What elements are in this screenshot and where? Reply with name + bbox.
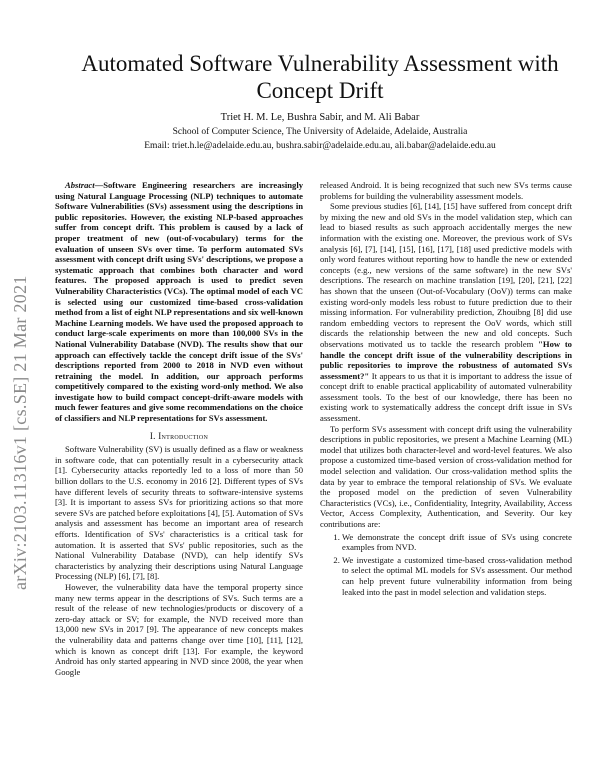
research-question-followup: It appears to us that it is important to address the issue of concept drift to enable practical applicability of automated vulnerability assessment tools. To the best of our knowledge, there has been no existing work to systematically address the concept drift issue in SVs assessment.	[320, 370, 572, 424]
intro-paragraph-3: released Android. It is being recognized that such new SVs terms cause problems for building the vulnerability assessment models.	[320, 180, 572, 201]
abstract	[55, 180, 303, 424]
arxiv-identifier-text: arXiv:2103.11316v1 [cs.SE] 21 Mar 2021	[10, 275, 30, 590]
left-column	[55, 180, 303, 677]
right-column	[320, 180, 572, 599]
intro-paragraph-4	[320, 201, 572, 423]
intro-paragraph-5: To perform SVs assessment with concept drift using the vulnerability descriptions in public repositories, we present a Machine Learning (ML) model that utilizes both character-level and word-level features. We also propose a customized time-based version of cross-validation method for model selection and validation. Our cross-validation method splits the data by year to embrace the temporal relationship of SVs. We evaluate the proposed model on the prediction of seven Vulnerability Characteristics (VCs), i.e., Confidentiality, Integrity, Availability, Access Vector, Access Complexity, Authentication, and Severity. Our key contributions are:	[320, 423, 572, 529]
arxiv-identifier	[2, 160, 36, 600]
section-heading-introduction: I. Introduction	[149, 430, 209, 441]
abstract-text: —Software Engineering researchers are increasingly using Natural Language Processing (NLP) techniques to automate Software Vulnerabilities (SVs) assessment using the descriptions in public repositories. However, the existing NLP-based approaches suffer from concept drift. This problem is caused by a lack of proper treatment of new (out-of-vocabulary) terms for the evaluation of unseen SVs over time. To perform automated SVs assessment with concept drift using SVs' descriptions, we propose a systematic approach that combines both character and word features. The proposed approach is used to predict seven Vulnerability Characteristics (VCs). The optimal model of each VC is selected using our customized time-based cross-validation method from a list of eight NLP representations and six well-known Machine Learning models. We have used the proposed approach to conduct large-scale experiments on more than 100,000 SVs in the National Vulnerability Database (NVD). The results show that our approach can effectively tackle the concept drift issue of the SVs' descriptions reported from 2000 to 2018 in NVD even without retraining the model. In addition, our approach performs competitively compared to the existing word-only method. We also investigate how to build compact concept-drift-aware models with much fewer features and give some recommendations on the choice of classifiers and NLP representations for SVs assessment.	[55, 180, 303, 424]
email-line: Email: triet.h.le@adelaide.edu.au, bushra.sabir@adelaide.edu.au, ali.babar@adelaide.edu.au	[144, 141, 496, 151]
affiliation: School of Computer Science, The University of Adelaide, Adelaide, Australia	[172, 127, 468, 137]
abstract-lead: Abstract	[65, 180, 95, 190]
contributions-list	[320, 532, 572, 598]
paper-title: Automated Software Vulnerability Assessment with Concept Drift	[81, 51, 559, 103]
author-list: Triet H. M. Le, Bushra Sabir, and M. Ali Babar	[220, 112, 420, 123]
contribution-item: 2. We investigate a customized time-based cross-validation method to select the optimal ML models for SVs assessment. Our method can help prevent future vulnerability information from being leaked into the past in model selection and validation steps.	[342, 555, 572, 597]
research-question: "How to handle the concept drift issue of the vulnerability descriptions in public repositories to improve the robustness of automated SVs assessment?"	[320, 338, 572, 381]
intro-paragraph-1: Software Vulnerability (SV) is usually defined as a flaw or weakness in software code, that can potentially result in a cybersecurity attack [1]. Cybersecurity attacks reportedly led to a loss of more than 50 billion dollars to the U.S. economy in 2016 [2]. Different types of SVs have different levels of security threats to software-intensive systems [3]. It is important to assess SVs for prioritizing actions so that more severe SVs are patched before exploitations [4], [5]. Automation of SVs analysis and assessment has become an important area of research efforts. Identification of SVs' characteristics is a critical task for automation. It is asserted that SVs' public repositories, such as the National Vulnerability Database (NVD), can help identify SVs characteristics by analyzing their descriptions using Natural Language Processing (NLP) [6], [7], [8].	[55, 444, 303, 582]
intro-paragraph-4-text: Some previous studies [6], [14], [15] have suffered from concept drift by mixing the new and old SVs in the model validation step, which can lead to biased results as such approach accidentally merges the new information with the existing one. Moreover, the previous work of SVs analysis [6], [7], [14], [15], [16], [17], [18] used predictive models with only word features without reporting how to handle the new or extended concepts (e.g., new versions of the same software) in the new SVs' descriptions. The research on machine translation [19], [20], [21], [22] has shown that the unseen (Out-of-Vocabulary (OoV)) terms can make existing word-only models less robust to future prediction due to their missing information. For vulnerability prediction, Zhouibng [8] did use random embedding vectors to represent the OoV words, which still discards the relationship between the new and old concepts. Such observations motivated us to tackle the research problem	[320, 201, 572, 349]
contribution-item: 1. We demonstrate the concept drift issue of SVs using concrete examples from NVD.	[342, 532, 572, 553]
intro-paragraph-2: However, the vulnerability data have the temporal property since many new terms appear in the descriptions of SVs. Such terms are a result of the release of new technologies/products or discovery of a zero-day attack or SV; for example, the NVD received more than 13,000 new SVs in 2017 [9]. The appearance of new concepts makes the vulnerability data and patterns change over time [10], [11], [12], which is known as concept drift [13]. For example, the keyword Android has only started appearing in NVD since 2008, the year when Google	[55, 581, 303, 677]
